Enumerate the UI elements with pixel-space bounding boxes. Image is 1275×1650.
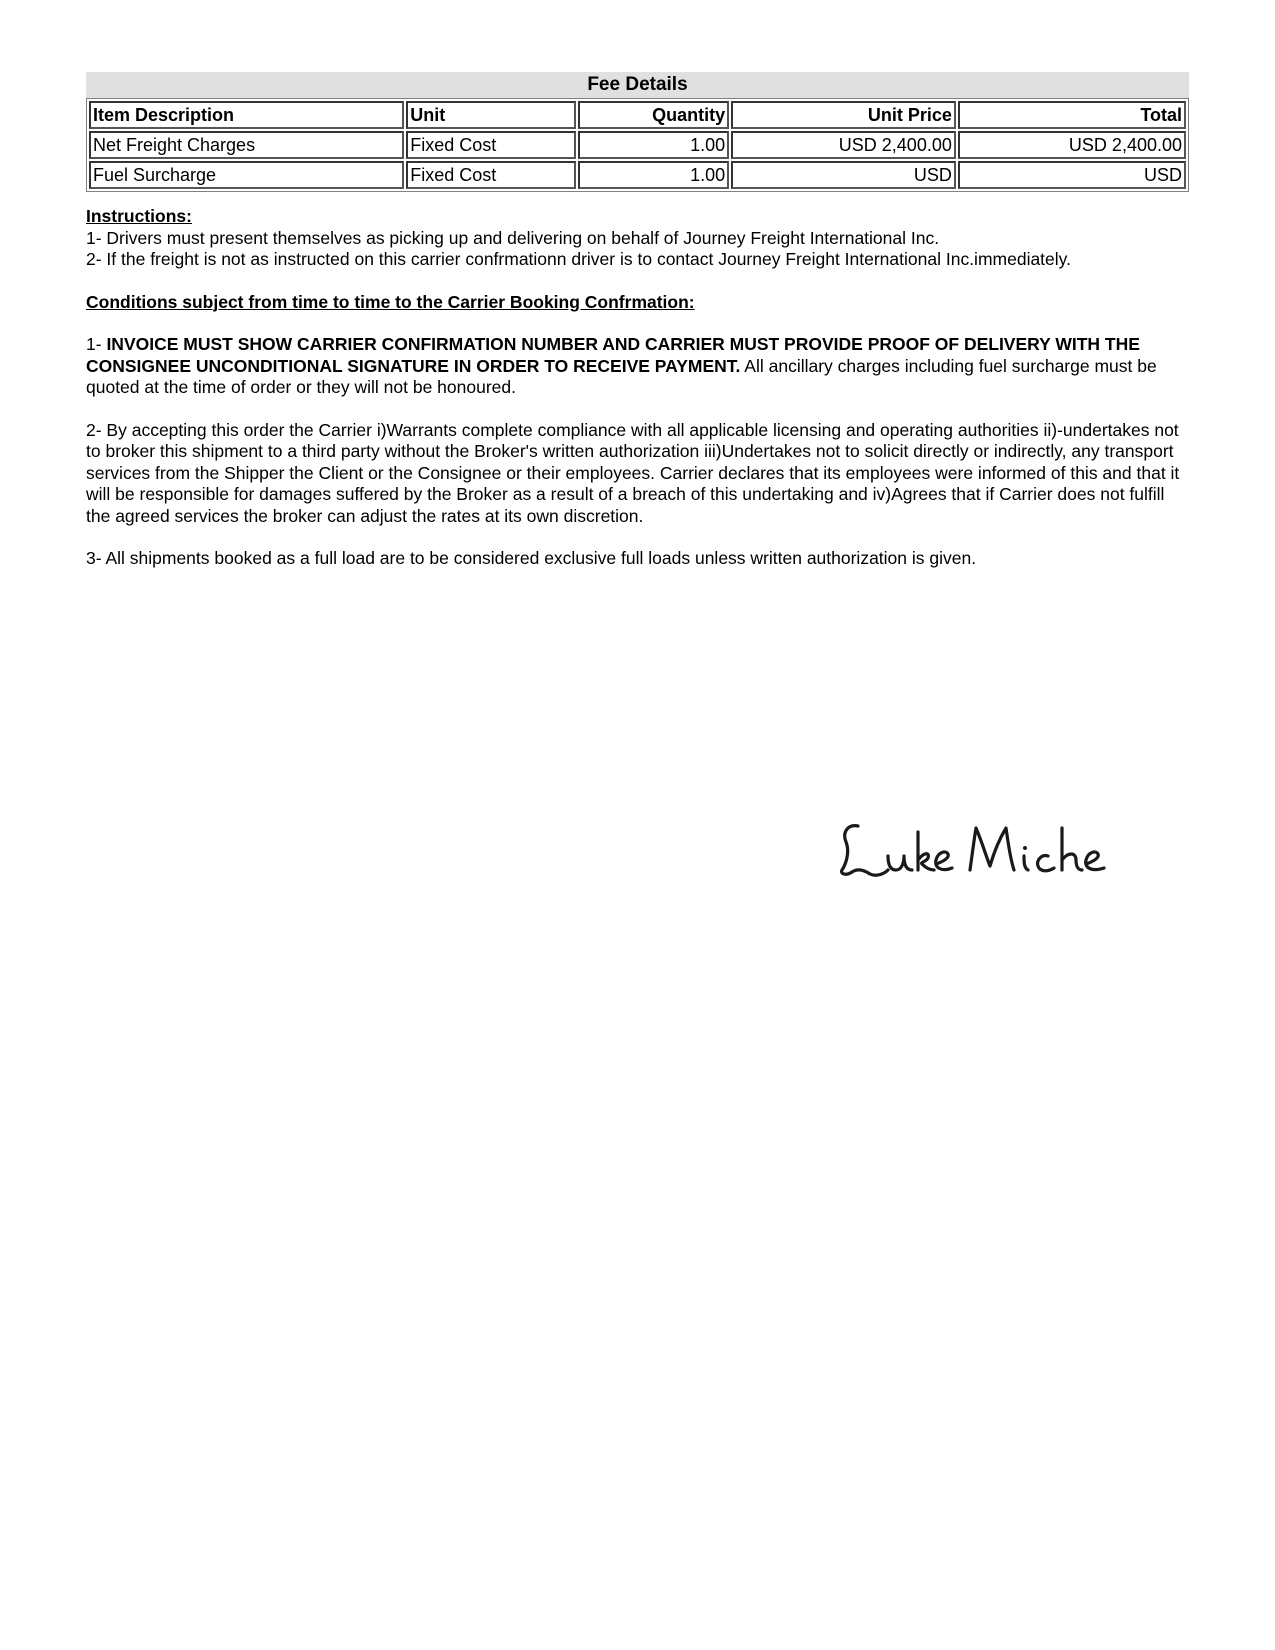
instruction-line: 2- If the freight is not as instructed on this carrier confrmationn driver is to contact Journey Freight International Inc.immediately.	[86, 249, 1071, 269]
instructions-section	[86, 206, 1189, 271]
cell-total: USD 2,400.00	[958, 131, 1186, 159]
handwritten-signature	[836, 812, 1126, 892]
cell-item-description: Net Freight Charges	[89, 131, 404, 159]
fee-details-title: Fee Details	[86, 72, 1189, 98]
condition-item-1-number: 1-	[86, 334, 107, 354]
table-row	[89, 131, 1186, 159]
column-header-unit-price: Unit Price	[731, 101, 956, 129]
conditions-section	[86, 292, 1189, 570]
cell-unit-price: USD	[731, 161, 956, 189]
instruction-line: 1- Drivers must present themselves as picking up and delivering on behalf of Journey Freight International Inc.	[86, 227, 940, 248]
condition-item-1-bold-text: INVOICE MUST SHOW CARRIER CONFIRMATION NUMBER AND CARRIER MUST PROVIDE PROOF OF DELIVERY WITH THE CONSIGNEE UNCONDITIONAL SIGNATURE IN ORDER TO RECEIVE PAYMENT.	[86, 334, 1140, 376]
table-header-row	[89, 101, 1186, 129]
column-header-unit: Unit	[406, 101, 576, 129]
condition-item-2: 2- By accepting this order the Carrier i)Warrants complete compliance with all applicable licensing and operating authorities ii)-undertakes not to broker this shipment to a third party without the Broker's written authorization iii)Undertakes not to solicit directly or indirectly, any transport services from the Shipper the Client or the Consignee or their employees. Carrier declares that its employees were informed of this and that it will be responsible for damages suffered by the Broker as a result of a breach of this undertaking and iv)Agrees that if Carrier does not fulfill the agreed services the broker can adjust the rates at its own discretion.	[86, 419, 1180, 526]
cell-quantity: 1.00	[578, 131, 729, 159]
cell-unit: Fixed Cost	[406, 161, 576, 189]
cell-unit: Fixed Cost	[406, 131, 576, 159]
instructions-heading: Instructions:	[86, 206, 192, 226]
cell-total: USD	[958, 161, 1186, 189]
table-row	[89, 161, 1186, 189]
column-header-total: Total	[958, 101, 1186, 129]
column-header-item-description: Item Description	[89, 101, 404, 129]
cell-quantity: 1.00	[578, 161, 729, 189]
cell-item-description: Fuel Surcharge	[89, 161, 404, 189]
cell-unit-price: USD 2,400.00	[731, 131, 956, 159]
conditions-heading: Conditions subject from time to time to the Carrier Booking Confrmation:	[86, 291, 695, 312]
condition-item-1-text: All ancillary charges including fuel surcharge must be quoted at the time of order or they will not be honoured.	[86, 355, 1157, 397]
column-header-quantity: Quantity	[578, 101, 729, 129]
condition-item-3: 3- All shipments booked as a full load are to be considered exclusive full loads unless written authorization is given.	[86, 548, 977, 568]
condition-item-1	[86, 334, 1189, 399]
fee-details-table	[86, 98, 1189, 192]
document-page	[86, 72, 1189, 570]
